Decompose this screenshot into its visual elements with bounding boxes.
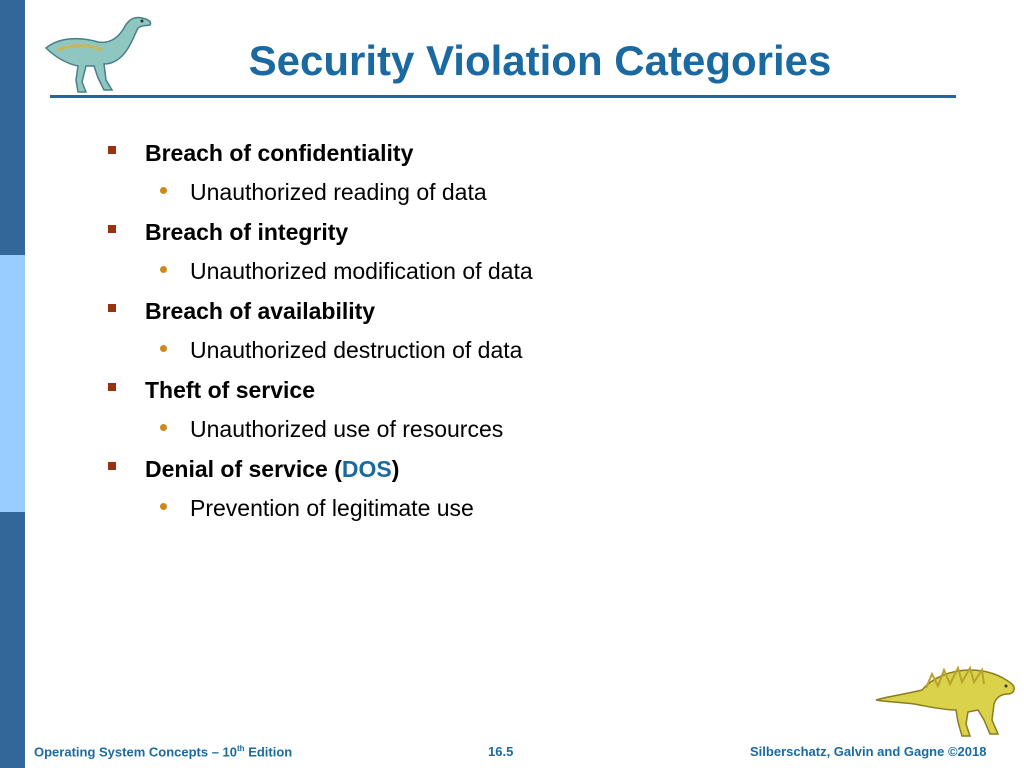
dos-label-suffix: ) <box>391 456 400 482</box>
footer-edition-superscript: th <box>237 744 245 753</box>
bullet-theft-of-service: Theft of service <box>145 377 315 403</box>
footer-authors: Silberschatz, Galvin and Gagne ©2018 <box>750 744 987 759</box>
square-bullet-icon <box>108 304 116 312</box>
sub-bullet-unauthorized-reading: Unauthorized reading of data <box>190 179 487 205</box>
sub-bullet-unauthorized-use: Unauthorized use of resources <box>190 416 504 442</box>
dot-bullet-icon <box>160 503 167 510</box>
dos-label-prefix: Denial of service ( <box>145 456 342 482</box>
bullet-breach-integrity: Breach of integrity <box>145 219 349 245</box>
square-bullet-icon <box>108 146 116 154</box>
sub-bullet-unauthorized-destruction: Unauthorized destruction of data <box>190 337 523 363</box>
square-bullet-icon <box>108 225 116 233</box>
slide-title: Security Violation Categories <box>248 37 832 84</box>
sub-bullet-unauthorized-modification: Unauthorized modification of data <box>190 258 533 284</box>
sub-bullet-prevention-legitimate-use: Prevention of legitimate use <box>190 495 474 521</box>
bullet-breach-availability: Breach of availability <box>145 298 376 324</box>
footer-edition-suffix: Edition <box>244 744 293 760</box>
dinosaur-icon <box>870 660 1020 740</box>
dot-bullet-icon <box>160 345 167 352</box>
footer-book-title-text: Operating System Concepts – 10 <box>34 744 238 760</box>
square-bullet-icon <box>108 462 116 470</box>
footer-book-title <box>34 744 292 759</box>
bullet-denial-of-service <box>145 455 399 483</box>
footer-page-number: 16.5 <box>488 744 514 759</box>
square-bullet-icon <box>108 383 116 391</box>
dot-bullet-icon <box>160 424 167 431</box>
dot-bullet-icon <box>160 187 167 194</box>
dot-bullet-icon <box>160 266 167 273</box>
bullet-breach-confidentiality: Breach of confidentiality <box>145 140 414 166</box>
dos-acronym: DOS <box>341 456 392 482</box>
